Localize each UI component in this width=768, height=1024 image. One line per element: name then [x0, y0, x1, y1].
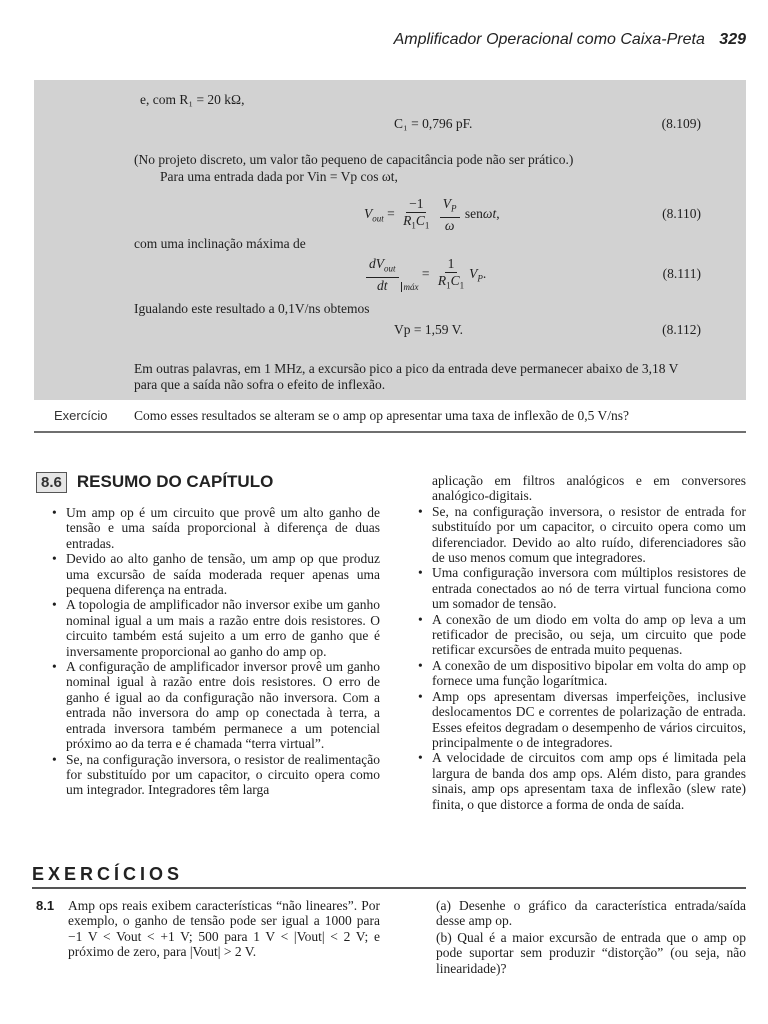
box-input-line: Para uma entrada dada por Vin = Vp cos ωt,	[160, 169, 398, 184]
exercise-divider	[34, 431, 746, 433]
section-heading	[36, 472, 273, 493]
eq-number-8-112: (8.112)	[662, 322, 701, 337]
summary-item: • A configuração de amplificador inversor provê um ganho nominal igual à razão entre dois resistores. O erro de ganho é igual ao da configuração não inversora. Com a entrada não inversora do amp op conectada à terra, a entrada inversora também permanece a um potencial próximo ao da terra e é chamada “terra virtual”.	[66, 659, 380, 751]
eq-number-8-109: (8.109)	[661, 116, 701, 131]
box-intro: e, com R₁ = 20 kΩ,	[140, 92, 245, 107]
page-number: 329	[719, 31, 746, 48]
summary-left-column	[46, 505, 380, 798]
summary-item: • A conexão de um diodo em volta do amp op leva a um retificador de precisão, ou seja, um circuito que pode retificar excursões de entrada muito pequenas.	[432, 612, 746, 658]
equation-8-109: C₁ = 0,796 pF.	[394, 116, 473, 131]
section-title: RESUMO DO CAPÍTULO	[76, 472, 274, 491]
summary-item: • Se, na configuração inversora, o resistor de realimentação for substituído por um capacitor, o circuito opera como um integrador. Integradores têm larga	[66, 752, 380, 798]
summary-item: • Um amp op é um circuito que provê um alto ganho de tensão e uma saída proporcional à diferença de duas entradas.	[66, 505, 380, 551]
box-conclusion-1: Em outras palavras, em 1 MHz, a excursão pico a pico da entrada deve permanecer abaixo de 3,18 V	[134, 361, 679, 376]
box-equal-line: Igualando este resultado a 0,1V/ns obtemos	[134, 301, 370, 316]
exercise-label: Exercício	[54, 408, 108, 423]
exercise-part-a: (a) Desenhe o gráfico da característica entrada/saída desse amp op.	[436, 898, 746, 929]
equation-8-112: Vp = 1,59 V.	[394, 322, 464, 337]
page-header	[394, 31, 746, 49]
equation-8-110: $V_{out}$ = $\frac{-1}{R_1C_1}$ $\frac{V_P}{\omega}$ senωt,	[364, 196, 500, 233]
exercises-rule	[32, 887, 746, 889]
exercises-heading: EXERCÍCIOS	[32, 864, 184, 884]
summary-item: • A topologia de amplificador não inversor exibe um ganho nominal igual a um mais a razão entre dois resistores. O circuito também está sujeito a um erro de ganho que é inversamente proporcional ao ganho do amp op.	[66, 597, 380, 659]
exercise-row	[34, 402, 746, 432]
box-note: (No projeto discreto, um valor tão pequeno de capacitância pode não ser prático.)	[134, 152, 574, 167]
eq-number-8-111: (8.111)	[662, 266, 701, 281]
box-slope-line: com uma inclinação máxima de	[134, 236, 306, 251]
summary-item: • A conexão de um dispositivo bipolar em volta do amp op fornece uma função logarítmica.	[432, 658, 746, 689]
summary-item: • Uma configuração inversora com múltiplos resistores de entrada conectados ao nó de terra virtual funciona como um somador de tensão.	[432, 565, 746, 611]
summary-item: • A velocidade de circuitos com amp ops é limitada pela largura de banda dos amp ops. Além disto, para grandes sinais, amp ops apresentam taxa de inflexão (slew rate) finita, o que distorce a forma de onda de saída.	[432, 750, 746, 812]
eq-number-8-110: (8.110)	[662, 206, 701, 221]
example-box	[34, 80, 746, 400]
equation-8-111: $\frac{dV_{out}}{dt}$ $_{máx}$ = $\frac{1}{R_1C_1}$ $V_P$.	[364, 256, 486, 294]
box-conclusion-2: para que a saída não sofra o efeito de inflexão.	[134, 377, 386, 392]
section-number: 8.6	[36, 472, 67, 493]
summary-item: • Amp ops apresentam diversas imperfeições, inclusive deslocamentos DC e correntes de polarização de entrada. Esses efeitos degradam o desempenho de vários circuitos, principalmente o de integradores.	[432, 689, 746, 751]
exercise-text-left: Amp ops reais exibem características “não lineares”. Por exemplo, o ganho de tensão pode ser igual a 1000 para −1 V < Vout < +1 V; 500 para 1 V < |Vout| < 2 V; e próximo de zero, para |Vout| > 2 V.	[68, 898, 380, 960]
summary-item: • Devido ao alto ganho de tensão, um amp op que produz uma excursão de saída moderada requer apenas uma pequena diferença na entrada.	[66, 551, 380, 597]
summary-right-column	[412, 473, 746, 812]
summary-continuation: aplicação em filtros analógicos e em conversores analógico-digitais.	[432, 473, 746, 504]
running-title: Amplificador Operacional como Caixa-Preta	[393, 31, 705, 48]
exercise-text: Como esses resultados se alteram se o amp op apresentar uma taxa de inflexão de 0,5 V/ns?	[134, 408, 629, 423]
exercise-number: 8.1	[36, 898, 55, 913]
summary-item: • Se, na configuração inversora, o resistor de entrada for substituído por um capacitor, o circuito opera como um diferenciador. Devido ao alto ruído, diferenciadores são de uso menos comum que integradores.	[432, 504, 746, 566]
exercise-part-b: (b) Qual é a maior excursão de entrada que o amp op pode suportar sem produzir “distorção” (ou seja, não linearidade)?	[436, 930, 746, 976]
